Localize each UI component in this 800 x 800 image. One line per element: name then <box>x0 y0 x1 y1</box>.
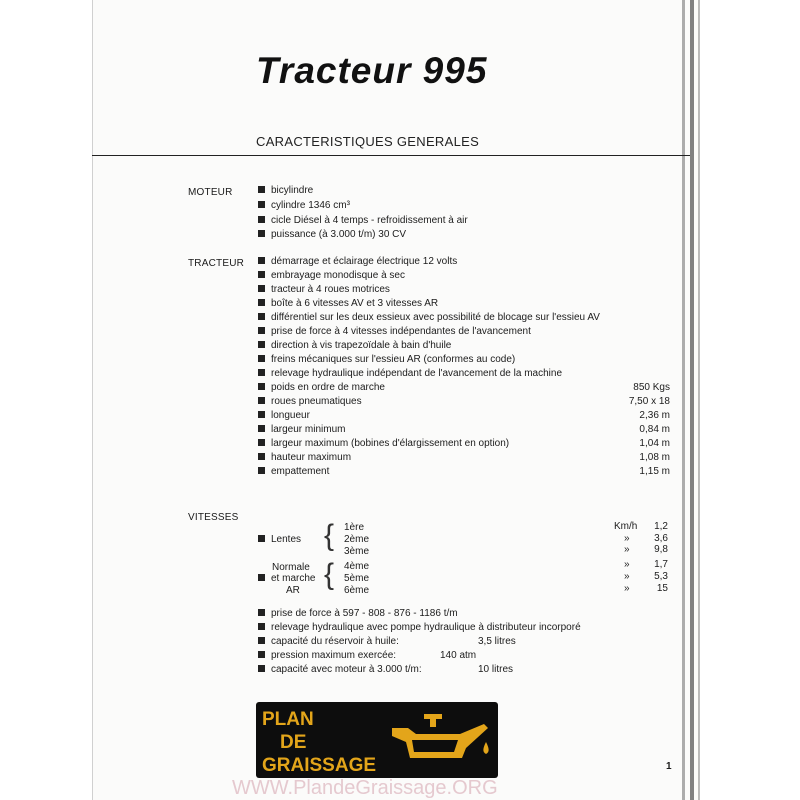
section-label-vitesses: VITESSES <box>188 512 239 523</box>
tracteur-item <box>258 311 670 324</box>
ditto-mark: » <box>624 571 630 582</box>
gear-name: 6ème <box>344 585 370 596</box>
oil-can-icon <box>386 712 494 772</box>
tracteur-item <box>258 465 670 478</box>
bullet-icon <box>258 397 265 404</box>
logo-line: PLAN <box>262 709 314 730</box>
tracteur-item <box>258 339 670 352</box>
tracteur-item <box>258 325 670 338</box>
tracteur-item <box>258 451 670 464</box>
tracteur-item-value: 7,50 x 18 <box>628 396 670 407</box>
bullet-icon <box>258 609 265 616</box>
extra-item-value: 3,5 litres <box>478 636 516 647</box>
tracteur-item-label: poids en ordre de marche <box>271 382 385 393</box>
bullet-icon <box>258 453 265 460</box>
ditto-mark: » <box>624 533 630 544</box>
header-rule <box>92 155 690 156</box>
tracteur-item <box>258 353 670 366</box>
brace-icon: { <box>324 558 335 591</box>
tracteur-item-label: boîte à 6 vitesses AV et 3 vitesses AR <box>271 298 439 309</box>
gear-name: 1ère <box>344 522 365 533</box>
tracteur-item <box>258 437 670 450</box>
tracteur-item <box>258 381 670 394</box>
gear-speed: 9,8 <box>654 544 668 555</box>
gear-name: 4ème <box>344 561 370 572</box>
tracteur-item <box>258 255 670 268</box>
tracteur-item <box>258 423 670 436</box>
tracteur-item-label: largeur maximum (bobines d'élargissement en option) <box>271 438 510 449</box>
speed-unit: Km/h <box>614 521 638 532</box>
plan-de-graissage-logo <box>256 702 498 778</box>
tracteur-item-label: hauteur maximum <box>271 452 352 463</box>
tracteur-item-label: direction à vis trapezoïdale à bain d'huile <box>271 340 452 351</box>
bullet-icon <box>258 467 265 474</box>
tracteur-item-label: démarrage et éclairage électrique 12 volts <box>271 256 458 267</box>
bullet-icon <box>258 186 265 193</box>
gear-name: 5ème <box>344 573 370 584</box>
tracteur-item-value: 1,15 m <box>639 466 670 477</box>
moteur-item: cylindre 1346 cm³ <box>258 199 670 212</box>
tracteur-item-label: largeur minimum <box>271 424 346 435</box>
extra-item: capacité du réservoir à huile: 3,5 litres <box>258 635 670 648</box>
extra-item: pression maximum exercée: 140 atm <box>258 649 670 662</box>
tracteur-item-value: 0,84 m <box>639 424 670 435</box>
tracteur-item <box>258 297 670 310</box>
bullet-icon <box>258 201 265 208</box>
tracteur-item-label: tracteur à 4 roues motrices <box>271 284 390 295</box>
bullet-icon <box>258 257 265 264</box>
bullet-icon <box>258 327 265 334</box>
ditto-mark: » <box>624 583 630 594</box>
tracteur-item <box>258 409 670 422</box>
page-title: Tracteur 995 <box>256 50 488 91</box>
extra-item-value: 140 atm <box>440 650 477 661</box>
logo-line: GRAISSAGE <box>262 755 377 776</box>
speed-group-normale: et marche <box>258 572 338 585</box>
ditto-mark: » <box>624 559 630 570</box>
gear-speed: 5,3 <box>654 571 668 582</box>
bullet-icon <box>258 383 265 390</box>
bullet-icon <box>258 271 265 278</box>
bullet-icon <box>258 651 265 658</box>
bullet-icon <box>258 535 265 542</box>
gear-name: 3ème <box>344 546 370 557</box>
footer-website: WWW.PlandeGraissage.ORG <box>232 777 498 799</box>
moteur-item: bicylindre <box>258 184 670 197</box>
gear-name: 2ème <box>344 534 370 545</box>
bullet-icon <box>258 230 265 237</box>
moteur-item: cicle Diésel à 4 temps - refroidissement à air <box>258 214 670 227</box>
gear-speed: 1,2 <box>654 521 668 532</box>
extra-item: capacité avec moteur à 3.000 t/m: 10 litres <box>258 663 670 676</box>
bullet-icon <box>258 216 265 223</box>
logo-line: DE <box>280 732 307 753</box>
extra-item: relevage hydraulique avec pompe hydraulique à distributeur incorporé <box>258 621 670 634</box>
ditto-mark: » <box>624 544 630 555</box>
tracteur-item-label: empattement <box>271 466 330 477</box>
extra-item-value: 10 litres <box>478 664 514 675</box>
tracteur-item-label: prise de force à 4 vitesses indépendantes de l'avancement <box>271 326 531 337</box>
extra-item: prise de force à 597 - 808 - 876 - 1186 t/m <box>258 607 670 620</box>
bullet-icon <box>258 341 265 348</box>
tracteur-item <box>258 367 670 380</box>
tracteur-item-value: 2,36 m <box>639 410 670 421</box>
tracteur-item-label: embrayage monodisque à sec <box>271 270 405 281</box>
gear-speed: 1,7 <box>654 559 668 570</box>
bullet-icon <box>258 313 265 320</box>
section-label-moteur: MOTEUR <box>188 187 233 198</box>
tracteur-item <box>258 283 670 296</box>
tracteur-item-label: relevage hydraulique indépendant de l'avancement de la machine <box>271 368 563 379</box>
page-edge <box>698 0 700 800</box>
gear-speed: 3,6 <box>654 533 668 544</box>
bullet-icon <box>258 574 265 581</box>
bullet-icon <box>258 425 265 432</box>
section-subtitle: CARACTERISTIQUES GENERALES <box>256 134 480 149</box>
bullet-icon <box>258 299 265 306</box>
tracteur-item-label: différentiel sur les deux essieux avec possibilité de blocage sur l'essieu AV <box>271 312 600 323</box>
page-edge <box>682 0 685 800</box>
tracteur-item-label: roues pneumatiques <box>271 396 362 407</box>
speed-group-normale-line: AR <box>286 585 300 596</box>
bullet-icon <box>258 637 265 644</box>
tracteur-item <box>258 269 670 282</box>
tracteur-item-value: 1,08 m <box>639 452 670 463</box>
speed-group-normale-line: Normale <box>272 562 310 573</box>
tracteur-item-value: 850 Kgs <box>633 382 670 393</box>
moteur-item: puissance (à 3.000 t/m) 30 CV <box>258 228 670 241</box>
bullet-icon <box>258 369 265 376</box>
section-label-tracteur: TRACTEUR <box>188 258 245 269</box>
gear-speed: 15 <box>656 583 668 594</box>
bullet-icon <box>258 439 265 446</box>
page-edge <box>690 0 694 800</box>
tracteur-item <box>258 395 670 408</box>
bullet-icon <box>258 285 265 292</box>
tracteur-item-value: 1,04 m <box>639 438 670 449</box>
bullet-icon <box>258 665 265 672</box>
speed-group-lentes: Lentes <box>258 533 338 546</box>
tracteur-item-label: freins mécaniques sur l'essieu AR (conformes au code) <box>271 354 516 365</box>
bullet-icon <box>258 623 265 630</box>
page-number: 1 <box>666 761 672 772</box>
bullet-icon <box>258 411 265 418</box>
brace-icon: { <box>324 519 335 552</box>
bullet-icon <box>258 355 265 362</box>
tracteur-item-label: longueur <box>271 410 310 421</box>
